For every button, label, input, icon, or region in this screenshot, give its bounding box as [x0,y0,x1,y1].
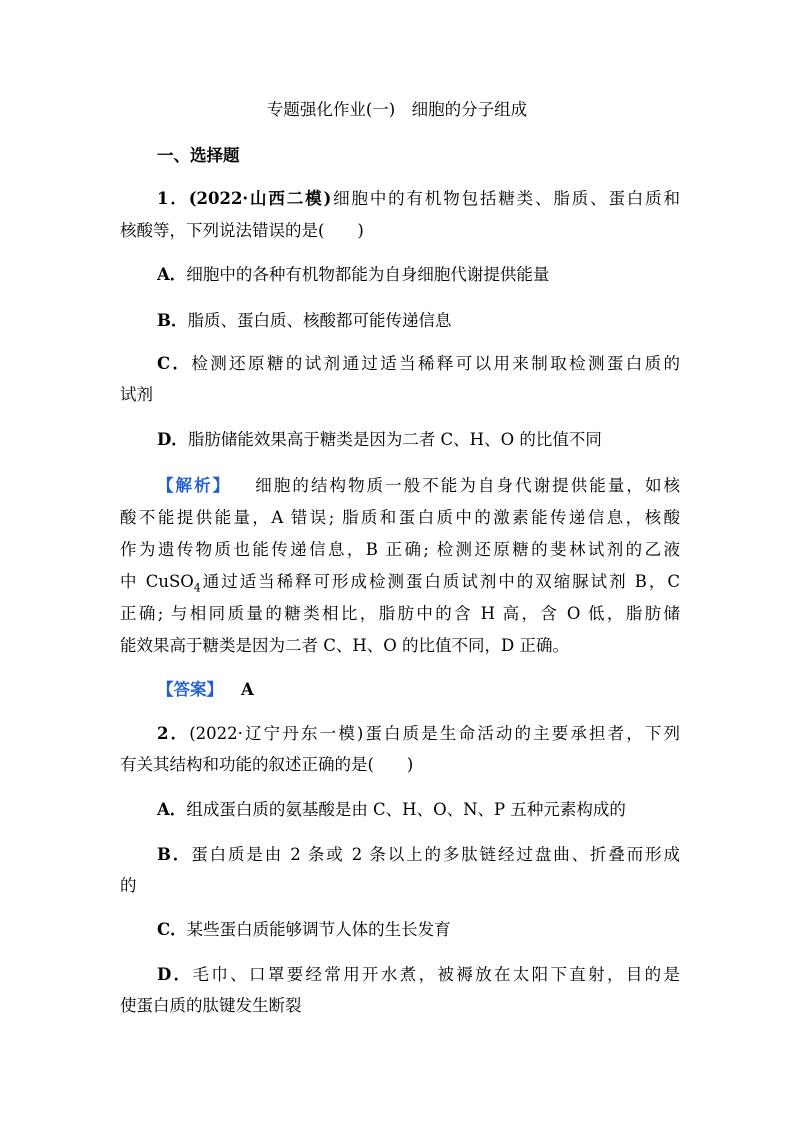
q2-option-c-text: 某些蛋白质能够调节人体的生长发育 [186,920,451,939]
q1-option-c-text-1: 检测还原糖的试剂通过适当稀释可以用来制取检测蛋白质的 [191,354,680,373]
q1-stem-line-2: 核酸等，下列说法错误的是( ) [120,221,364,240]
q2-option-c [157,920,680,940]
q2-option-d-text-1: 毛巾、口罩要经常用开水煮，被褥放在太阳下直射，目的是 [192,965,681,984]
q1-option-b [157,311,680,331]
q2-stem-line-2: 有关其结构和功能的叙述正确的是( ) [120,755,414,774]
q1-option-c-line-2: 试剂 [120,385,153,404]
q1-analysis-text-1: 细胞的结构物质一般不能为自身代谢提供能量，如核 [253,476,681,495]
q2-option-b-label: B． [157,845,192,864]
q1-source: (2022·山西二模) [188,189,332,208]
analysis-tag: 【解析】 [157,476,232,495]
q1-analysis-line-5: 正确; 与相同质量的糖类相比，脂肪中的含 H 高，含 O 低，脂肪储 [120,604,680,623]
q2-option-d-line-1 [157,965,680,985]
q2-option-d-label: D． [157,965,193,984]
q2-option-d-line-2: 使蛋白质的肽键发生断裂 [120,996,302,1015]
q1-option-d-label: D． [157,430,188,449]
answer-tag: 【答案】 [157,680,223,699]
q1-option-a [157,265,680,285]
q1-analysis-subscript: 4 [193,581,201,595]
q1-stem-text-1: 细胞中的有机物包括糖类、脂质、蛋白质和 [331,189,681,208]
q2-option-a [157,800,680,820]
q1-analysis-line-3: 作为遗传物质也能传递信息，B 正确; 检测还原糖的斐林试剂的乙液 [120,540,680,559]
q2-option-a-label: A． [157,800,187,819]
q1-stem-line-1 [157,189,680,209]
q1-analysis-line-1 [157,476,680,496]
q2-option-a-text: 组成蛋白质的氨基酸是由 C、H、O、N、P 五种元素构成的 [186,800,626,819]
q1-analysis-text-4b: 通过适当稀释可形成检测蛋白质试剂中的双缩脲试剂 B，C [200,572,681,591]
q1-option-c-label: C． [157,354,192,373]
q2-option-b-text-1: 蛋白质是由 2 条或 2 条以上的多肽链经过盘曲、折叠而形成 [191,845,680,864]
q1-option-a-label: A． [157,265,187,284]
q1-option-c-line-1 [157,354,680,374]
q2-option-c-label: C． [157,920,187,939]
q1-analysis-line-4 [120,572,681,595]
q1-analysis-line-2: 酸不能提供能量，A 错误; 脂质和蛋白质中的激素能传递信息，核酸 [120,508,680,527]
q2-option-b-line-1 [157,845,680,865]
q2-option-b-line-2: 的 [120,876,137,895]
q1-option-d [157,430,680,450]
answer-value: A [241,680,254,699]
q1-option-b-label: B． [157,311,188,330]
q1-option-d-text: 脂肪储能效果高于糖类是因为二者 C、H、O 的比值不同 [187,430,602,449]
q1-answer [157,680,680,700]
q2-source: (2022·辽宁丹东一模) [189,724,364,743]
q1-analysis-line-6: 能效果高于糖类是因为二者 C、H、O 的比值不同，D 正确。 [120,636,570,655]
q2-stem-text-1: 蛋白质是生命活动的主要承担者，下列 [363,724,680,743]
section-heading: 一、选择题 [157,146,240,165]
q1-analysis-text-4a: 中 CuSO [120,572,194,591]
q1-option-b-text: 脂质、蛋白质、核酸都可能传递信息 [187,311,452,330]
q2-number: 2． [157,724,190,743]
q1-number: 1． [157,189,189,208]
q1-option-a-text: 细胞中的各种有机物都能为自身细胞代谢提供能量 [186,265,550,284]
q2-stem-line-1 [157,724,680,744]
page-title: 专题强化作业(一) 细胞的分子组成 [266,100,528,119]
